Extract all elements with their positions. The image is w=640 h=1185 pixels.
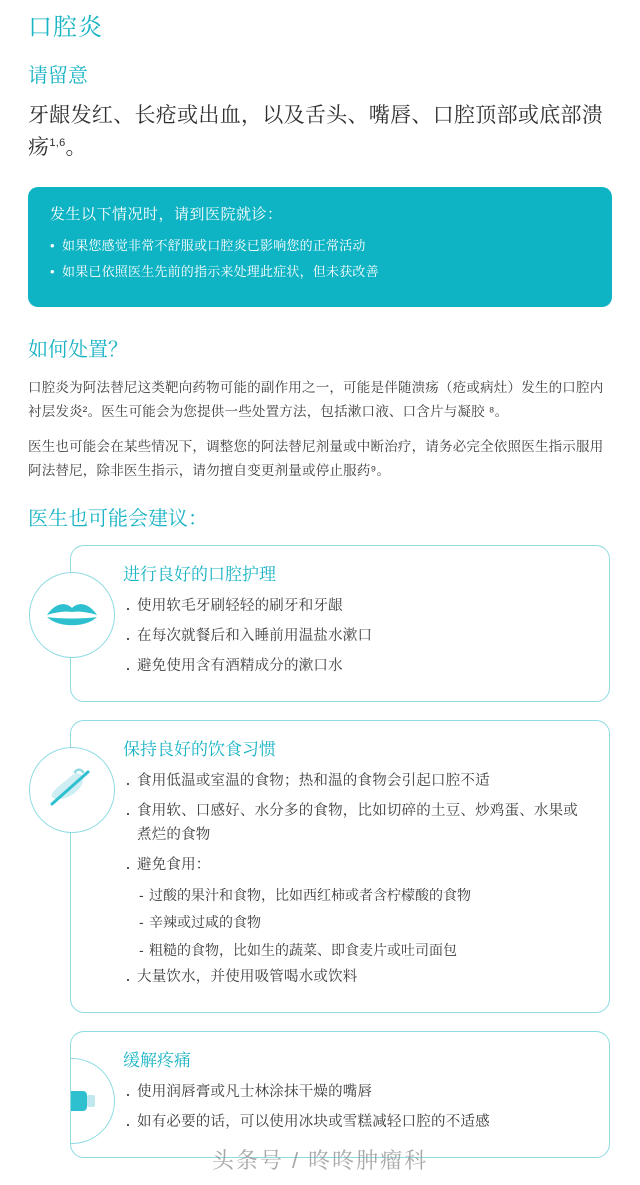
- callout-item: • 如果已依照医生先前的指示来处理此症状，但未获改善: [50, 262, 590, 282]
- advice-bullet: · 食用软、口感好、水分多的食物，比如切碎的土豆、炒鸡蛋、水果或煮烂的食物: [123, 800, 591, 848]
- no-spicy-food-icon: [29, 747, 115, 833]
- how-to-paragraph: 医生也可能会在某些情况下，调整您的阿法替尼剂量或中断治疗，请务必完全依照医生指示服用阿法替尼，除非医生指示，请勿擅自变更剂量或停止服药⁹。: [28, 439, 604, 478]
- advice-bullet: · 使用润唇膏或凡士林涂抹干燥的嘴唇: [123, 1081, 591, 1105]
- notice-heading: 请留意: [28, 64, 88, 87]
- notice-body: [28, 100, 616, 165]
- advice-subitem: - 过酸的果汁和食物，比如西红柿或者含柠檬酸的食物: [123, 884, 591, 906]
- watermark: 头条号 / 咚咚肿瘤科: [211, 1148, 429, 1173]
- advice-bullet: · 避免使用含有酒精成分的漱口水: [123, 655, 591, 679]
- toothpaste-icon: [70, 1058, 115, 1144]
- callout-item: • 如果您感觉非常不舒服或口腔炎已影响您的正常活动: [50, 236, 590, 256]
- advice-card-title: 缓解疼痛: [123, 1050, 191, 1070]
- advice-bullet: · 大量饮水，并使用吸管喝水或饮料: [123, 966, 591, 990]
- page-title: 口腔炎: [28, 14, 103, 41]
- advice-subitem: - 辛辣或过咸的食物: [123, 911, 591, 933]
- advice-subitem: - 粗糙的食物，比如生的蔬菜、即食麦片或吐司面包: [123, 939, 591, 961]
- advice-bullet: · 如有必要的话，可以使用冰块或雪糕减轻口腔的不适感: [123, 1111, 591, 1135]
- advice-bullet: · 避免食用：: [123, 854, 591, 878]
- callout-box: [28, 187, 612, 307]
- how-to-heading: 如何处置？: [28, 338, 128, 361]
- advice-bullet: · 使用软毛牙刷轻轻的刷牙和牙龈: [123, 595, 591, 619]
- notice-superscript: 1,6: [49, 137, 66, 150]
- callout-title: 发生以下情况时，请到医院就诊：: [50, 205, 283, 223]
- advice-bullet: · 在每次就餐后和入睡前用温盐水漱口: [123, 625, 591, 649]
- advice-card: [70, 720, 610, 1013]
- advice-card-title: 保持良好的饮食习惯: [123, 740, 276, 760]
- advice-card: [70, 545, 610, 702]
- advice-bullet: · 食用低温或室温的食物；热和温的食物会引起口腔不适: [123, 770, 591, 794]
- how-to-paragraph: 口腔炎为阿法替尼这类靶向药物可能的副作用之一，可能是伴随溃疡（疮或病灶）发生的口腔内衬层发炎²。医生可能会为您提供一些处置方法，包括漱口液、口含片与凝胶 ⁸。: [28, 379, 604, 419]
- lips-icon: [29, 572, 115, 658]
- advice-card-title: 进行良好的口腔护理: [123, 565, 276, 585]
- advice-heading: 医生也可能会建议：: [28, 508, 208, 531]
- notice-body-end: 。: [65, 136, 87, 160]
- advice-card: [70, 1031, 610, 1158]
- notice-body-text: 牙龈发红、长疮或出血，以及舌头、嘴唇、口腔顶部或底部溃疡: [28, 103, 604, 160]
